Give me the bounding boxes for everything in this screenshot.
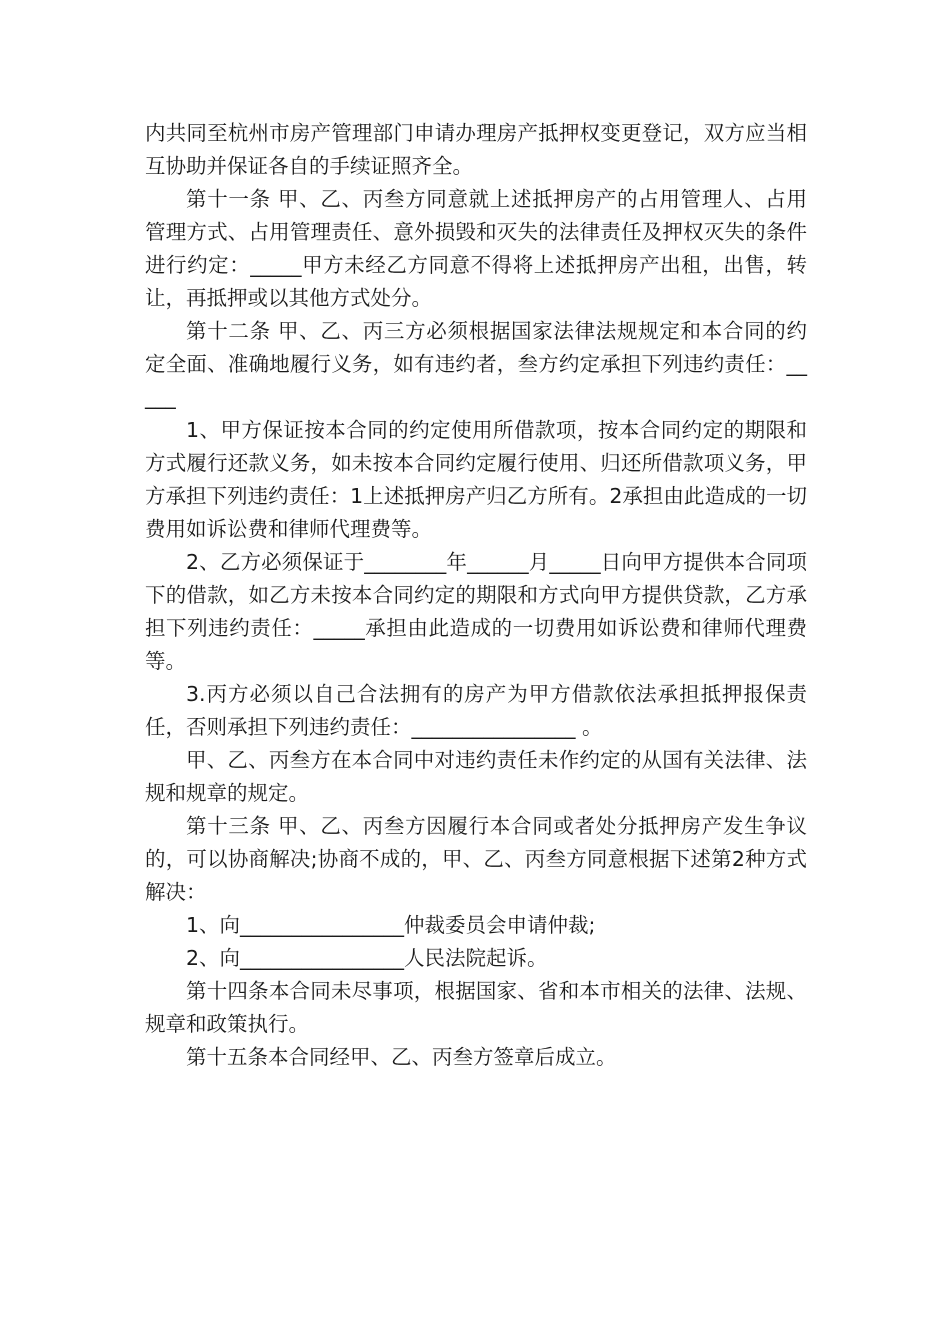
paragraph-liability-note: 甲、乙、丙叁方在本合同中对违约责任未作约定的从国有关法律、法规和规章的规定。 <box>145 748 807 805</box>
paragraph-article-15: 第十五条本合同经甲、乙、丙叁方签章后成立。 <box>186 1045 617 1069</box>
paragraph-article-14: 第十四条本合同未尽事项，根据国家、省和本市相关的法律、法规、规章和政策执行。 <box>145 979 807 1036</box>
paragraph-article-11: 第十一条 甲、乙、丙叁方同意就上述抵押房产的占用管理人、占用管理方式、占用管理责任、意外损毁和灭失的法律责任及押权灭失的条件进行约定：_____甲方未经乙方同意不得将上述抵押房产出租，出售，转让，再抵押或以其他方式处分。 <box>145 187 807 310</box>
paragraph-clause-3: 3.丙方必须以自己合法拥有的房产为甲方借款依法承担抵押报保责任，否则承担下列违约责任：________________ 。 <box>145 682 807 739</box>
paragraph-clause-1: 1、甲方保证按本合同的约定使用所借款项，按本合同约定的期限和方式履行还款义务，如未按本合同约定履行使用、归还所借款项义务，甲方承担下列违约责任：1上述抵押房产归乙方所有。2承担由此造成的一切费用如诉讼费和律师代理费等。 <box>145 418 807 541</box>
paragraph-clause-2: 2、乙方必须保证于________年______月_____日向甲方提供本合同项下的借款，如乙方未按本合同约定的期限和方式向甲方提供贷款，乙方承担下列违约责任：_____承担由此造成的一切费用如诉讼费和律师代理费等。 <box>145 550 807 673</box>
document-body <box>145 117 807 1074</box>
paragraph-option-arbitration: 1、向________________仲裁委员会申请仲裁; <box>186 913 596 937</box>
paragraph-continuation: 内共同至杭州市房产管理部门申请办理房产抵押权变更登记，双方应当相互协助并保证各自的手续证照齐全。 <box>145 121 807 178</box>
paragraph-article-12: 第十二条 甲、乙、丙三方必须根据国家法律法规规定和本合同的约定全面、准确地履行义务，如有违约者，叁方约定承担下列违约责任：_____ <box>145 319 807 409</box>
paragraph-option-court: 2、向________________人民法院起诉。 <box>186 946 548 970</box>
paragraph-article-13: 第十三条 甲、乙、丙叁方因履行本合同或者处分抵押房产发生争议的，可以协商解决;协商不成的，甲、乙、丙叁方同意根据下述第2种方式解决： <box>145 814 807 904</box>
